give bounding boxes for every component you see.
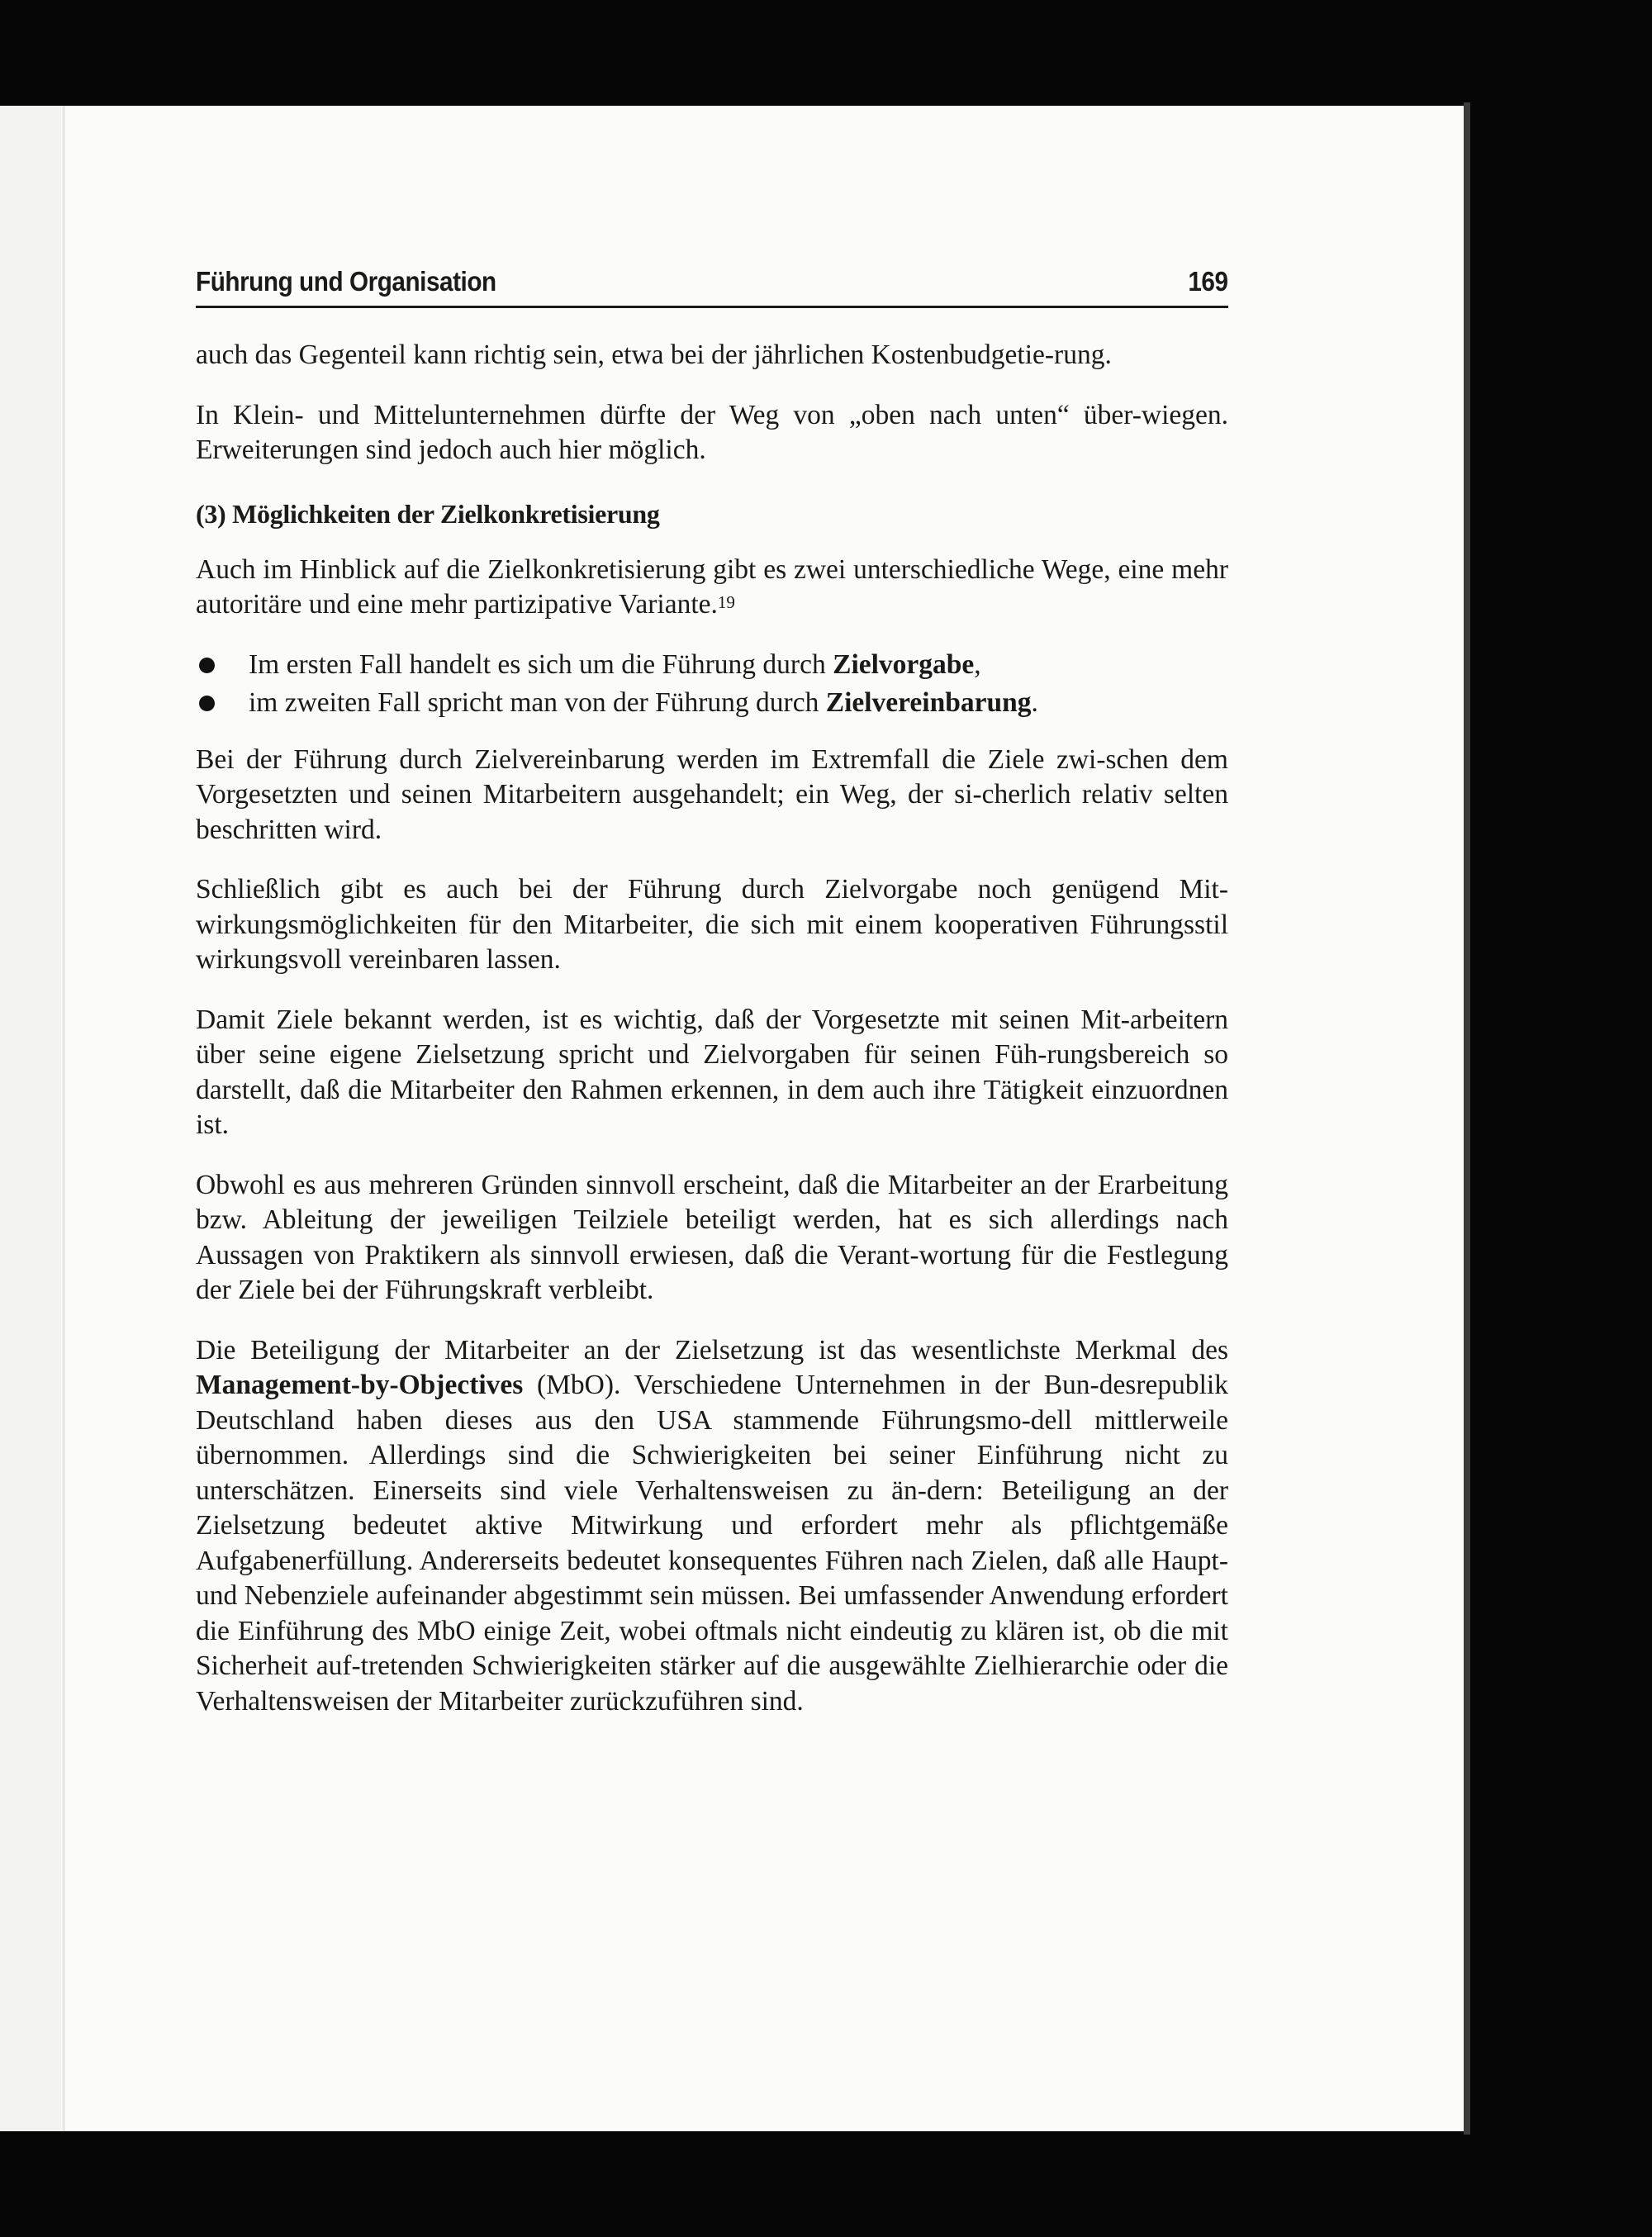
paragraph-4: Schließlich gibt es auch bei der Führung durch Zielvorgabe noch genügend Mit-wirkungsmöglichkeiten für den Mitarbeiter, die sich mit einem kooperativen Führungsstil wirkungsvoll vereinbaren lassen. xyxy=(196,874,1228,975)
page-content xyxy=(196,266,1228,1744)
bullet-icon xyxy=(199,696,215,711)
section-heading: (3) Möglichkeiten der Zielkonkretisierung xyxy=(196,498,660,529)
paragraph-2: In Klein- und Mittelunternehmen dürfte der Weg von „oben nach unten“ über-wiegen. Erweiterungen sind jedoch auch hier möglich. xyxy=(196,399,1228,465)
paragraph-5: Damit Ziele bekannt werden, ist es wichtig, daß der Vorgesetzte mit seinen Mit-arbeitern über seine eigene Zielsetzung spricht und Zielvorgaben für seinen Füh-rungsbereich so darstellt, daß die Mitarbeiter den Rahmen erkennen, in dem auch ihre Tätigkeit einzuordnen ist. xyxy=(196,1004,1228,1140)
mbo-term: Management-by-Objectives xyxy=(196,1370,524,1400)
page-left-edge xyxy=(0,106,66,2131)
paragraph-1: auch das Gegenteil kann richtig sein, etwa bei der jährlichen Kostenbudgetie-rung. xyxy=(196,340,1112,370)
chapter-title: Führung und Organisation xyxy=(196,266,496,297)
footnote-ref: 19 xyxy=(717,592,735,612)
section-intro: Auch im Hinblick auf die Zielkonkretisierung gibt es zwei unterschiedliche Wege, eine mehr autoritäre und eine mehr partizipative Variante.$^{19}$ xyxy=(196,553,1228,620)
paragraph-6: Obwohl es aus mehreren Gründen sinnvoll erscheint, daß die Mitarbeiter an der Erarbeitung bzw. Ableitung der jeweiligen Teilziele beteiligt werden, hat es sich allerdings nach Aussagen von Praktikern als sinnvoll erwiesen, daß die Verant-wortung für die Festlegung der Ziele bei der Führungskraft verbleibt. xyxy=(196,1169,1228,1305)
page-right-edge xyxy=(1464,102,1470,2135)
list-item: im zweiten Fall spricht man von der Führung durch Zielvereinbarung. xyxy=(196,686,1228,721)
page-number: 169 xyxy=(1188,266,1228,297)
paragraph-3: Bei der Führung durch Zielvereinbarung werden im Extremfall die Ziele zwi-schen dem Vorgesetzten und seinen Mitarbeitern ausgehandelt; ein Weg, der si-cherlich relativ selten beschritten wird. xyxy=(196,743,1228,845)
list-item: Im ersten Fall handelt es sich um die Führung durch Zielvorgabe, xyxy=(196,648,1228,683)
running-header xyxy=(196,266,1228,308)
bullet-list xyxy=(196,648,1228,721)
paragraph-7: Die Beteiligung der Mitarbeiter an der Zielsetzung ist das wesentlichste Merkmal des Management-by-Objectives (MbO). Verschiedene Unternehmen in der Bun-desrepublik Deutschland haben dieses aus den USA stammende Führungsmo-dell mittlerweile übernommen. Allerdings sind die Schwierigkeiten bei seiner Einführung nicht zu unterschätzen. Einerseits sind viele Verhaltensweisen zu än-dern: Beteiligung an der Zielsetzung bedeutet aktive Mitwirkung und erfordert mehr als pflichtgemäße Aufgabenerfüllung. Andererseits bedeutet konsequentes Führen nach Zielen, daß alle Haupt- und Nebenziele aufeinander abgestimmt sein müssen. Bei umfassender Anwendung erfordert die Einführung des MbO einige Zeit, wobei oftmals nicht eindeutig zu klären ist, ob die mit Sicherheit auf-tretenden Schwierigkeiten stärker auf die ausgewählte Zielhierarchie oder die Verhaltensweisen der Mitarbeiter zurückzuführen sind. xyxy=(196,1334,1228,1717)
bullet-icon xyxy=(199,658,215,673)
